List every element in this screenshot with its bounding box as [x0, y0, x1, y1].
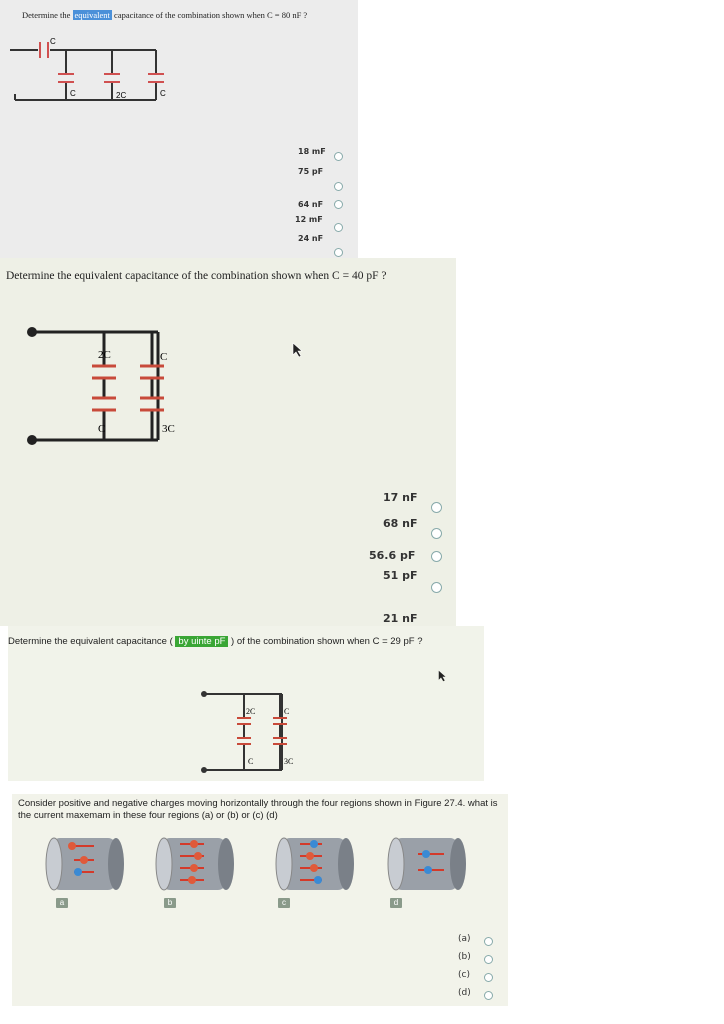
cap-label: 3C [284, 757, 294, 766]
cap-label: C [284, 707, 290, 716]
answer-radio[interactable] [484, 973, 493, 982]
answer-radio[interactable] [334, 200, 343, 209]
answer-option: 24 nF [298, 234, 324, 243]
answer-radio[interactable] [334, 152, 343, 161]
cap-label: C [248, 757, 254, 766]
highlighted-unit: by uinte pF [175, 636, 228, 647]
answer-option: (b) [458, 952, 471, 962]
cap-label: C [70, 89, 76, 98]
cap-label: C [98, 423, 106, 435]
answer-radio[interactable] [431, 502, 442, 513]
question-3-text: Determine the equivalent capacitance ( by uinte pF ) of the combination shown when C = 29 pF ? [8, 636, 423, 647]
answer-radio[interactable] [484, 937, 493, 946]
cap-label: 2C [98, 349, 111, 361]
answer-option: 68 nF [383, 517, 418, 530]
answer-option: 64 nF [298, 200, 324, 209]
question-panel-4 [12, 794, 508, 1006]
region-c-cylinder [274, 834, 356, 894]
region-a-cylinder [44, 834, 126, 894]
answer-option: 56.6 pF [369, 549, 416, 562]
question-panel-3 [8, 626, 484, 781]
question-2-text: Determine the equivalent capacitance of the combination shown when C = 40 pF ? [6, 270, 387, 282]
answer-radio[interactable] [334, 248, 343, 257]
region-label-b: b [164, 898, 176, 908]
region-d-cylinder [386, 834, 468, 894]
region-b-cylinder [154, 834, 236, 894]
answer-option: 21 nF [383, 612, 418, 625]
cap-label: 2C [246, 707, 256, 716]
answer-option: (a) [458, 934, 471, 944]
answer-radio[interactable] [484, 955, 493, 964]
region-label-d: d [390, 898, 402, 908]
region-label-c: c [278, 898, 290, 908]
question-4-text: Consider positive and negative charges moving horizontally through the four regions shown in Figure 27.4. what is the current maxemam in these four regions (a) or (b) or (c) (d) [18, 798, 498, 821]
answer-option: 75 pF [298, 167, 324, 176]
highlighted-word: equivalent [74, 10, 110, 20]
question-panel-1 [0, 0, 358, 258]
cap-label: C [160, 351, 168, 363]
answer-option: (c) [458, 970, 470, 980]
region-label-a: a [56, 898, 68, 908]
answer-option: 12 mF [295, 215, 323, 224]
circuit-diagram-1 [10, 36, 190, 116]
answer-radio[interactable] [334, 182, 343, 191]
circuit-diagram-2 [22, 322, 222, 450]
answer-radio[interactable] [334, 223, 343, 232]
answer-option: 51 pF [383, 569, 418, 582]
cap-label: C [50, 37, 56, 46]
mouse-cursor-icon [438, 670, 447, 682]
answer-radio[interactable] [431, 551, 442, 562]
answer-option: 17 nF [383, 491, 418, 504]
cap-label: 3C [162, 423, 175, 435]
answer-option: (d) [458, 988, 471, 998]
mouse-cursor-icon [292, 342, 304, 358]
cap-label: C [160, 89, 166, 98]
answer-radio[interactable] [431, 528, 442, 539]
answer-radio[interactable] [484, 991, 493, 1000]
circuit-diagram-3 [200, 688, 310, 776]
question-panel-2 [0, 258, 456, 626]
answer-radio[interactable] [431, 582, 442, 593]
question-1-text: Determine the equivalent capacitance of the combination shown when C = 80 nF ? [22, 10, 308, 20]
cap-label: 2C [116, 91, 127, 100]
answer-option: 18 mF [298, 147, 326, 156]
